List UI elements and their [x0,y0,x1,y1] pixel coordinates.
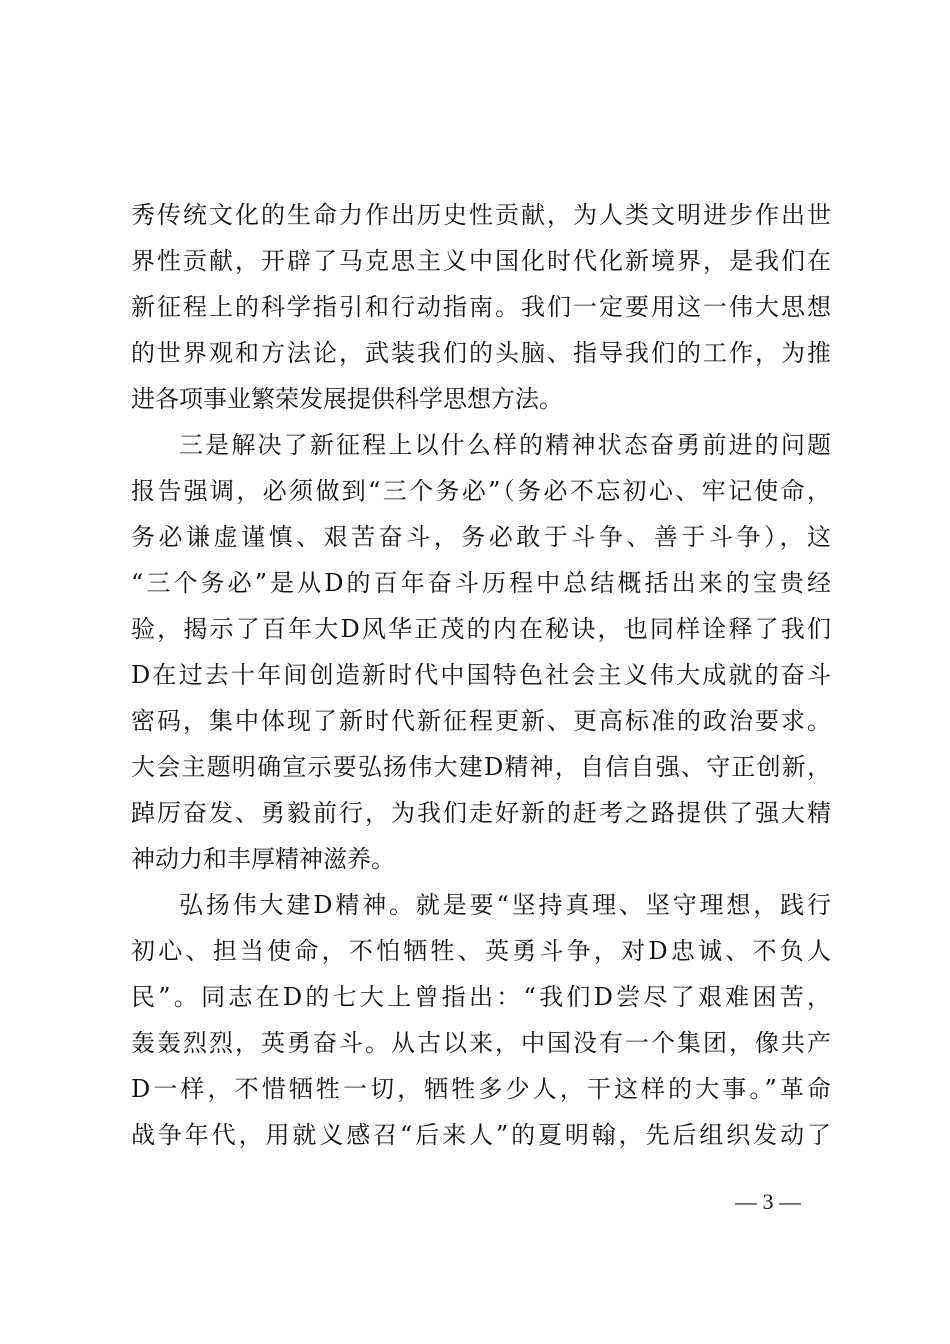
text-line: 民”。同志在D的七大上曾指出：“我们D尝尽了艰难困苦， [131,983,831,1011]
text-line: 秀传统文化的生命力作出历史性贡献，为人类文明进步作出世 [131,201,831,229]
text-line: 初心、担当使命，不怕牺牲、英勇斗争，对D忠诚、不负人 [131,937,831,965]
text-line: “三个务必”是从D的百年奋斗历程中总结概括出来的宝贵经 [131,569,831,597]
text-line: 的世界观和方法论，武装我们的头脑、指导我们的工作，为推 [131,339,831,367]
text-line: 大会主题明确宣示要弘扬伟大建D精神，自信自强、守正创新， [131,753,831,781]
text-line: 新征程上的科学指引和行动指南。我们一定要用这一伟大思想 [131,293,831,321]
text-line: D一样，不惜牺牲一切，牺牲多少人，干这样的大事。”革命 [131,1075,831,1103]
paragraph-start-line: 弘扬伟大建D精神。就是要“坚持真理、坚守理想，践行 [179,891,831,919]
text-line: 轰轰烈烈，英勇奋斗。从古以来，中国没有一个集团，像共产 [131,1029,831,1057]
text-line: 界性贡献，开辟了马克思主义中国化时代化新境界，是我们在 [131,247,831,275]
text-line: 密码，集中体现了新时代新征程更新、更高标准的政治要求。 [131,707,831,735]
text-line: 报告强调，必须做到“三个务必”（务必不忘初心、牢记使命， [131,477,831,505]
body-text [131,192,831,1158]
page-number: — 3 — [735,1189,801,1214]
text-line: 踔厉奋发、勇毅前行，为我们走好新的赶考之路提供了强大精 [131,799,831,827]
text-line: 务必谦虚谨慎、艰苦奋斗，务必敢于斗争、善于斗争），这 [131,523,831,551]
text-line: 战争年代，用就义感召“后来人”的夏明翰，先后组织发动了 [131,1121,831,1149]
text-line: 神动力和丰厚精神滋养。 [131,845,395,873]
text-line: 进各项事业繁荣发展提供科学思想方法。 [131,385,563,413]
paragraph-start-line: 三是解决了新征程上以什么样的精神状态奋勇前进的问题 [179,431,831,459]
text-line: D在过去十年间创造新时代中国特色社会主义伟大成就的奋斗 [131,661,831,689]
text-line: 验，揭示了百年大D风华正茂的内在秘诀，也同样诠释了我们 [131,615,831,643]
